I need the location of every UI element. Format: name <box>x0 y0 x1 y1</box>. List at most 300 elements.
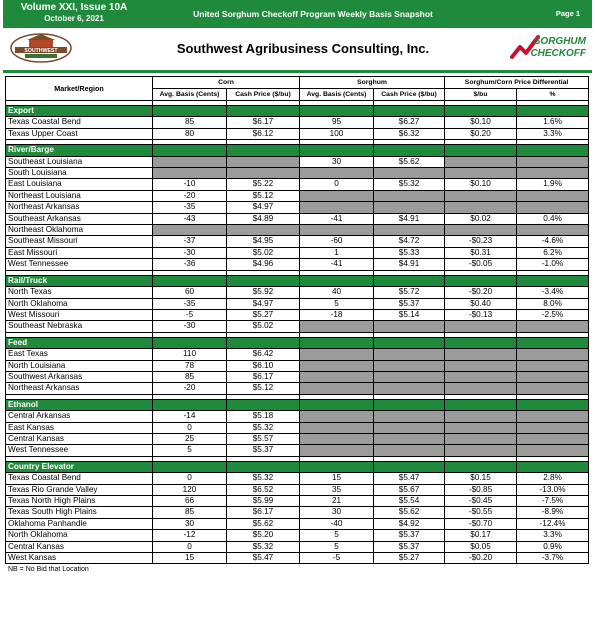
section-header-cell <box>227 145 300 156</box>
section-header-cell <box>374 145 445 156</box>
diff-percent-cell: 3.3% <box>517 128 589 139</box>
market-cell: Southeast Nebraska <box>6 321 153 332</box>
diff-dollar-cell: $0.10 <box>445 117 517 128</box>
sorghum-cash-cell <box>374 371 445 382</box>
section-header-cell <box>374 337 445 348</box>
sorghum-cash-cell <box>374 422 445 433</box>
corn-cash-cell: $4.97 <box>227 202 300 213</box>
corn-cash-cell: $6.42 <box>227 349 300 360</box>
sorghum-cash-price-header: Cash Price ($/bu) <box>374 89 445 101</box>
basis-table <box>5 76 589 564</box>
table-row <box>6 179 589 190</box>
table-row <box>6 225 589 236</box>
program-title: United Sorghum Checkoff Program Weekly Basis Snapshot <box>193 9 433 19</box>
table-row <box>6 202 589 213</box>
sorghum-cash-cell: $5.67 <box>374 484 445 495</box>
sorghum-cash-cell <box>374 168 445 179</box>
sorghum-cash-cell: $5.62 <box>374 507 445 518</box>
sorghum-basis-cell: 95 <box>300 117 374 128</box>
corn-basis-cell: 15 <box>153 553 227 564</box>
sorghum-cash-cell: $4.91 <box>374 213 445 224</box>
market-cell: North Oklahoma <box>6 298 153 309</box>
corn-basis-cell <box>153 168 227 179</box>
sorghum-basis-cell <box>300 360 374 371</box>
table-row <box>6 518 589 529</box>
corn-cash-cell: $5.18 <box>227 411 300 422</box>
table-row <box>6 530 589 541</box>
sorghum-basis-cell: 30 <box>300 507 374 518</box>
diff-percent-cell: 3.3% <box>517 530 589 541</box>
section-header-cell <box>300 106 374 117</box>
sorghum-cash-cell <box>374 202 445 213</box>
table-row <box>6 156 589 167</box>
section-header-cell <box>300 399 374 410</box>
table-row <box>6 496 589 507</box>
corn-basis-cell: 80 <box>153 128 227 139</box>
corn-cash-cell: $6.17 <box>227 117 300 128</box>
corn-basis-cell: 78 <box>153 360 227 371</box>
table-row <box>6 213 589 224</box>
market-cell: North Texas <box>6 287 153 298</box>
table-row <box>6 287 589 298</box>
diff-percent-cell <box>517 445 589 456</box>
section-header-row <box>6 461 589 472</box>
corn-basis-cell: 85 <box>153 117 227 128</box>
sorghum-cash-cell <box>374 321 445 332</box>
diff-dollar-cell <box>445 445 517 456</box>
sorghum-basis-cell <box>300 445 374 456</box>
corn-cash-cell: $5.20 <box>227 530 300 541</box>
diff-dollar-cell: -$0.13 <box>445 309 517 320</box>
sorghum-basis-cell: 5 <box>300 530 374 541</box>
corn-cash-cell: $5.37 <box>227 445 300 456</box>
corn-cash-cell: $5.02 <box>227 321 300 332</box>
sorghum-cash-cell: $4.92 <box>374 518 445 529</box>
diff-percent-cell: -12.4% <box>517 518 589 529</box>
market-cell: Northeast Oklahoma <box>6 225 153 236</box>
diff-percent-cell: -7.5% <box>517 496 589 507</box>
sorghum-cash-cell <box>374 445 445 456</box>
diff-dollar-cell: $0.40 <box>445 298 517 309</box>
corn-basis-cell: 0 <box>153 422 227 433</box>
section-header-row <box>6 145 589 156</box>
section-title: Country Elevator <box>6 461 153 472</box>
logo-right-line2: CHECKOFF <box>530 48 586 59</box>
diff-percent-cell <box>517 360 589 371</box>
table-row <box>6 445 589 456</box>
table-row <box>6 247 589 258</box>
section-header-cell <box>153 461 227 472</box>
table-row <box>6 411 589 422</box>
logo-right-line1: SORGHUM <box>533 36 586 47</box>
diff-dollar-cell: $0.05 <box>445 541 517 552</box>
section-header-cell <box>445 145 517 156</box>
table-row <box>6 553 589 564</box>
section-header-cell <box>517 461 589 472</box>
diff-dollar-cell <box>445 190 517 201</box>
section-header-cell <box>227 461 300 472</box>
sorghum-basis-cell: 15 <box>300 473 374 484</box>
market-cell: West Tennessee <box>6 445 153 456</box>
diff-percent-cell <box>517 190 589 201</box>
diff-percent-cell <box>517 349 589 360</box>
title-bar <box>3 28 592 73</box>
corn-cash-cell: $5.22 <box>227 179 300 190</box>
market-cell: East Texas <box>6 349 153 360</box>
market-cell: West Tennessee <box>6 259 153 270</box>
section-header-cell <box>300 145 374 156</box>
section-header-cell <box>153 399 227 410</box>
corn-basis-cell: -36 <box>153 259 227 270</box>
corn-cash-cell: $6.17 <box>227 371 300 382</box>
section-header-row <box>6 399 589 410</box>
corn-cash-cell <box>227 225 300 236</box>
section-header-cell <box>445 275 517 286</box>
section-header-row <box>6 337 589 348</box>
section-title: Ethanol <box>6 399 153 410</box>
corn-cash-cell: $5.57 <box>227 433 300 444</box>
table-row <box>6 484 589 495</box>
section-title: Export <box>6 106 153 117</box>
section-header-cell <box>517 337 589 348</box>
table-row <box>6 422 589 433</box>
market-cell: Texas North High Plains <box>6 496 153 507</box>
issue-info <box>9 2 139 24</box>
diff-dollar-cell: $0.15 <box>445 473 517 484</box>
sorghum-cash-cell: $5.37 <box>374 298 445 309</box>
corn-basis-cell: -37 <box>153 236 227 247</box>
market-cell: Northeast Arkansas <box>6 202 153 213</box>
section-header-cell <box>153 106 227 117</box>
market-cell: Northeast Louisiana <box>6 190 153 201</box>
sorghum-basis-cell: -40 <box>300 518 374 529</box>
sorghum-cash-cell <box>374 411 445 422</box>
corn-basis-cell: -43 <box>153 213 227 224</box>
market-cell: West Kansas <box>6 553 153 564</box>
diff-dollar-cell <box>445 360 517 371</box>
diff-dollar-cell <box>445 168 517 179</box>
market-cell: Central Kansas <box>6 433 153 444</box>
table-row <box>6 128 589 139</box>
corn-cash-cell <box>227 156 300 167</box>
corn-basis-cell: 60 <box>153 287 227 298</box>
sorghum-basis-cell: 35 <box>300 484 374 495</box>
corn-cash-cell: $6.12 <box>227 128 300 139</box>
diff-dollar-cell <box>445 433 517 444</box>
sorghum-cash-cell: $5.54 <box>374 496 445 507</box>
corn-cash-cell: $6.52 <box>227 484 300 495</box>
corn-cash-cell: $4.95 <box>227 236 300 247</box>
diff-dollar-cell <box>445 383 517 394</box>
differential-header: Sorghum/Corn Price Differential <box>445 77 589 89</box>
section-header-cell <box>374 106 445 117</box>
diff-percent-cell <box>517 156 589 167</box>
corn-cash-cell: $6.10 <box>227 360 300 371</box>
table-row <box>6 321 589 332</box>
diff-percent-cell: 1.9% <box>517 179 589 190</box>
corn-basis-cell: -30 <box>153 247 227 258</box>
market-cell: Texas South High Plains <box>6 507 153 518</box>
diff-percent-cell <box>517 168 589 179</box>
section-header-cell <box>445 399 517 410</box>
sorghum-basis-cell <box>300 422 374 433</box>
corn-basis-cell: 66 <box>153 496 227 507</box>
diff-percent-cell <box>517 202 589 213</box>
corn-cash-cell: $4.96 <box>227 259 300 270</box>
corn-basis-cell: -5 <box>153 309 227 320</box>
market-cell: Texas Coastal Bend <box>6 473 153 484</box>
section-header-cell <box>374 461 445 472</box>
sorghum-cash-cell: $6.27 <box>374 117 445 128</box>
diff-dollar-cell <box>445 321 517 332</box>
sorghum-basis-cell: -18 <box>300 309 374 320</box>
table-row <box>6 168 589 179</box>
diff-percent-cell: 0.4% <box>517 213 589 224</box>
corn-basis-cell <box>153 225 227 236</box>
sorghum-basis-cell <box>300 371 374 382</box>
section-header-cell <box>153 337 227 348</box>
market-cell: Central Kansas <box>6 541 153 552</box>
corn-basis-cell: 85 <box>153 371 227 382</box>
market-cell: East Louisiana <box>6 179 153 190</box>
sorghum-basis-cell <box>300 202 374 213</box>
diff-percent-cell: -2.5% <box>517 309 589 320</box>
diff-dollar-cell <box>445 156 517 167</box>
corn-basis-cell: -20 <box>153 383 227 394</box>
market-cell: Southeast Louisiana <box>6 156 153 167</box>
corn-basis-cell <box>153 156 227 167</box>
diff-percent-cell: 8.0% <box>517 298 589 309</box>
table-body <box>6 101 589 564</box>
sorghum-basis-cell: -60 <box>300 236 374 247</box>
logo-left-text: SOUTHWEST <box>24 48 58 54</box>
section-header-cell <box>445 461 517 472</box>
section-header-cell <box>517 145 589 156</box>
sorghum-cash-cell: $5.27 <box>374 553 445 564</box>
diff-percent-cell <box>517 411 589 422</box>
corn-basis-cell: -14 <box>153 411 227 422</box>
corn-basis-cell: 30 <box>153 518 227 529</box>
sorghum-basis-cell <box>300 411 374 422</box>
sorghum-basis-cell: -41 <box>300 213 374 224</box>
page-number: Page 1 <box>555 9 580 18</box>
market-cell: Central Arkansas <box>6 411 153 422</box>
section-header-cell <box>445 106 517 117</box>
corn-cash-cell: $5.32 <box>227 422 300 433</box>
sorghum-cash-cell <box>374 225 445 236</box>
diff-dollar-cell: -$0.05 <box>445 259 517 270</box>
sorghum-basis-cell: 21 <box>300 496 374 507</box>
diff-dollar-cell: $0.10 <box>445 179 517 190</box>
table-row <box>6 541 589 552</box>
sorghum-basis-cell <box>300 225 374 236</box>
diff-dollar-cell: -$0.20 <box>445 553 517 564</box>
market-cell: Texas Coastal Bend <box>6 117 153 128</box>
sorghum-basis-cell <box>300 433 374 444</box>
sorghum-header: Sorghum <box>300 77 445 89</box>
sorghum-cash-cell: $4.91 <box>374 259 445 270</box>
table-row <box>6 433 589 444</box>
section-header-cell <box>153 275 227 286</box>
table-row <box>6 360 589 371</box>
sorghum-basis-cell: 1 <box>300 247 374 258</box>
diff-dollar-cell <box>445 411 517 422</box>
diff-dollar-cell: -$0.85 <box>445 484 517 495</box>
sorghum-basis-cell <box>300 349 374 360</box>
corn-basis-cell: -12 <box>153 530 227 541</box>
diff-dollar-cell <box>445 349 517 360</box>
sorghum-cash-cell: $5.37 <box>374 530 445 541</box>
section-header-cell <box>300 337 374 348</box>
section-header-cell <box>227 106 300 117</box>
diff-dollar-cell <box>445 202 517 213</box>
diff-percent-cell: 0.9% <box>517 541 589 552</box>
header-banner <box>3 0 592 28</box>
section-header-cell <box>227 399 300 410</box>
diff-percent-cell <box>517 225 589 236</box>
market-cell: West Missouri <box>6 309 153 320</box>
table-row <box>6 371 589 382</box>
sorghum-basis-cell: 100 <box>300 128 374 139</box>
corn-basis-cell: 85 <box>153 507 227 518</box>
sorghum-cash-cell <box>374 349 445 360</box>
corn-cash-cell: $5.92 <box>227 287 300 298</box>
section-header-cell <box>227 275 300 286</box>
corn-cash-cell: $5.02 <box>227 247 300 258</box>
diff-percent-cell: -3.4% <box>517 287 589 298</box>
section-header-row <box>6 275 589 286</box>
diff-percent-cell: 2.8% <box>517 473 589 484</box>
corn-basis-cell: 110 <box>153 349 227 360</box>
section-header-cell <box>227 337 300 348</box>
corn-basis-cell: 5 <box>153 445 227 456</box>
diff-dollar-header: $/bu <box>445 89 517 101</box>
market-cell: Texas Rio Grande Valley <box>6 484 153 495</box>
market-cell: Southeast Arkansas <box>6 213 153 224</box>
sorghum-cash-cell: $5.32 <box>374 179 445 190</box>
section-header-cell <box>517 106 589 117</box>
sorghum-checkoff-logo <box>510 33 588 65</box>
footnote: NB = No Bid that Location <box>8 566 89 574</box>
diff-percent-cell: -13.0% <box>517 484 589 495</box>
report-page <box>3 0 592 573</box>
section-title: Feed <box>6 337 153 348</box>
sorghum-cash-cell: $5.14 <box>374 309 445 320</box>
corn-cash-cell: $5.62 <box>227 518 300 529</box>
market-cell: East Missouri <box>6 247 153 258</box>
sorghum-cash-cell: $5.62 <box>374 156 445 167</box>
diff-dollar-cell: $0.20 <box>445 128 517 139</box>
corn-basis-cell: -35 <box>153 298 227 309</box>
sorghum-basis-cell <box>300 168 374 179</box>
corn-basis-cell: -20 <box>153 190 227 201</box>
diff-percent-cell: 1.6% <box>517 117 589 128</box>
sorghum-cash-cell: $6.32 <box>374 128 445 139</box>
market-cell: Oklahoma Panhandle <box>6 518 153 529</box>
section-header-cell <box>300 461 374 472</box>
sorghum-basis-cell <box>300 321 374 332</box>
section-header-cell <box>517 399 589 410</box>
sorghum-cash-cell: $5.47 <box>374 473 445 484</box>
section-header-cell <box>517 275 589 286</box>
diff-dollar-cell: -$0.45 <box>445 496 517 507</box>
diff-percent-cell <box>517 433 589 444</box>
sorghum-basis-cell: 30 <box>300 156 374 167</box>
sorghum-cash-cell <box>374 190 445 201</box>
diff-dollar-cell: -$0.20 <box>445 287 517 298</box>
table-row <box>6 298 589 309</box>
sorghum-cash-cell <box>374 360 445 371</box>
sorghum-basis-cell: -41 <box>300 259 374 270</box>
corn-cash-cell: $5.12 <box>227 383 300 394</box>
section-title: Rail/Truck <box>6 275 153 286</box>
sorghum-avg-basis-header: Avg. Basis (Cents) <box>300 89 374 101</box>
diff-percent-cell <box>517 383 589 394</box>
section-header-cell <box>374 399 445 410</box>
corn-cash-cell: $5.12 <box>227 190 300 201</box>
market-cell: Southeast Missouri <box>6 236 153 247</box>
section-title: River/Barge <box>6 145 153 156</box>
table-row <box>6 383 589 394</box>
corn-basis-cell: -35 <box>153 202 227 213</box>
diff-percent-cell: -8.9% <box>517 507 589 518</box>
corn-cash-price-header: Cash Price ($/bu) <box>227 89 300 101</box>
market-cell: Northeast Arkansas <box>6 383 153 394</box>
sorghum-basis-cell: 40 <box>300 287 374 298</box>
sorghum-cash-cell: $4.72 <box>374 236 445 247</box>
diff-percent-cell <box>517 321 589 332</box>
table-row <box>6 117 589 128</box>
diff-percent-cell: -4.6% <box>517 236 589 247</box>
diff-dollar-cell: -$0.55 <box>445 507 517 518</box>
market-cell: South Louisiana <box>6 168 153 179</box>
diff-dollar-cell <box>445 225 517 236</box>
corn-cash-cell: $5.99 <box>227 496 300 507</box>
table-row <box>6 259 589 270</box>
diff-dollar-cell <box>445 422 517 433</box>
sorghum-basis-cell: 5 <box>300 298 374 309</box>
diff-percent-cell: -3.7% <box>517 553 589 564</box>
sorghum-cash-cell: $5.37 <box>374 541 445 552</box>
diff-percent-header: % <box>517 89 589 101</box>
corn-basis-cell: 120 <box>153 484 227 495</box>
sorghum-basis-cell: -5 <box>300 553 374 564</box>
sorghum-cash-cell <box>374 383 445 394</box>
market-cell: East Kansas <box>6 422 153 433</box>
section-header-cell <box>374 275 445 286</box>
corn-cash-cell: $4.89 <box>227 213 300 224</box>
corn-basis-cell: -30 <box>153 321 227 332</box>
sorghum-basis-cell: 5 <box>300 541 374 552</box>
market-cell: Southwest Arkansas <box>6 371 153 382</box>
section-header-row <box>6 106 589 117</box>
corn-cash-cell: $5.47 <box>227 553 300 564</box>
company-name: Southwest Agribusiness Consulting, Inc. <box>176 41 430 56</box>
corn-cash-cell <box>227 168 300 179</box>
southwest-logo <box>9 32 73 64</box>
table-row <box>6 190 589 201</box>
diff-percent-cell: -1.0% <box>517 259 589 270</box>
sorghum-basis-cell <box>300 190 374 201</box>
diff-dollar-cell: $0.02 <box>445 213 517 224</box>
section-header-cell <box>300 275 374 286</box>
corn-cash-cell: $5.32 <box>227 541 300 552</box>
diff-dollar-cell: -$0.70 <box>445 518 517 529</box>
diff-percent-cell: 6.2% <box>517 247 589 258</box>
corn-cash-cell: $6.17 <box>227 507 300 518</box>
market-cell: North Louisiana <box>6 360 153 371</box>
market-cell: Texas Upper Coast <box>6 128 153 139</box>
